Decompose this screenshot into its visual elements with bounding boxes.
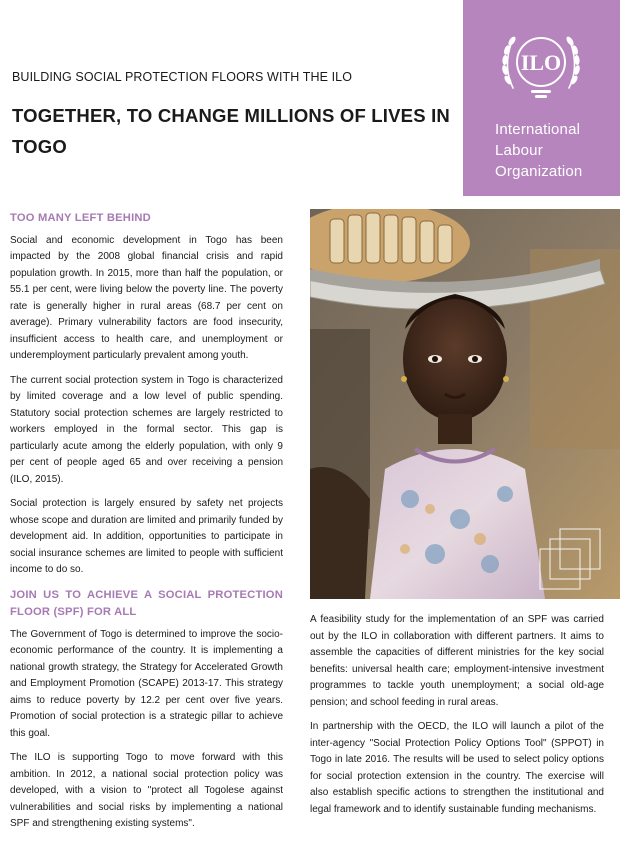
ilo-logo-text: ILO	[520, 50, 562, 75]
org-line-2: Labour	[495, 142, 543, 159]
section2-paragraph-1: The Government of Togo is determined to improve the socio-economic performance of the country. It is implementing a national growth strategy, the Strategy for Accelerated Growth and Employment Promotion (SCAPE) 2013-17. This strategy aims to reduce poverty by 12.2 per cent over five years. Promotion of social protection is a strategic pillar to achieve this goal.	[10, 628, 283, 739]
section2-paragraph-2: The ILO is supporting Togo to move forward with this ambition. In 2012, a national social protection policy was developed, with a vision to "protect all Togolese against vulnerabilities and social risks by implementing a national SPF and strengthening existing systems".	[10, 752, 283, 829]
right-column	[310, 612, 604, 826]
right-paragraph-1: A feasibility study for the implementation of an SPF was carried out by the ILO in collaboration with different partners. It aims to assemble the capacities of different ministries for the key social benefits: universal health care; employment-intensive investment programmes to tackle youth unemployment; a social old-age pension; and school feeding in rural areas.	[310, 614, 604, 708]
section1-paragraph-2: The current social protection system in Togo is characterized by limited coverage and a low level of public spending. Statutory social protection schemes are largely restricted to workers employed in the formal sector. This gap is particularly acute among the elderly population, with only 9 per cent of people aged 65 and over receiving a pension (ILO, 2015).	[10, 374, 283, 485]
ilo-logo-icon	[493, 18, 589, 114]
org-line-1: International	[495, 121, 581, 138]
section1-paragraph-1: Social and economic development in Togo has been impacted by the 2008 global financial crisis and rapid population growth. In 2015, more than half the population, or 55.1 per cent, were living below the poverty line. The poverty rate is generally higher in rural areas (68.7 per cent on average). Primary vulnerability factors are food insecurity, insufficient access to health care, and unemployment or underemployment particularly prevalent among youth.	[10, 234, 283, 361]
document-kicker: BUILDING SOCIAL PROTECTION FLOORS WITH THE ILO	[12, 70, 353, 84]
ilo-brand-panel	[463, 0, 620, 196]
left-column	[10, 210, 283, 841]
section1-paragraph-3: Social protection is largely ensured by safety net projects whose scope and duration are limited and primarily funded by development aid. In addition, opportunities to participate in social insurance schemes are limited to people with sufficient income to do so.	[10, 498, 283, 575]
girl-carrying-basin-photo	[310, 209, 620, 599]
org-line-3: Organization	[495, 163, 583, 180]
organization-name	[495, 119, 582, 182]
section-heading-join-us: JOIN US TO ACHIEVE A SOCIAL PROTECTION FLOOR (SPF) FOR ALL	[10, 588, 283, 618]
photo-illustration	[310, 209, 620, 599]
section-heading-too-many-left-behind: TOO MANY LEFT BEHIND	[10, 212, 151, 224]
document-title: TOGETHER, TO CHANGE MILLIONS OF LIVES IN TOGO	[12, 105, 450, 157]
right-paragraph-2: In partnership with the OECD, the ILO will launch a pilot of the inter-agency "Social Protection Policy Options Tool" (SPPOT) in Togo in late 2016. The results will be used to select policy options for social protection extension in the country. The exercise will also establish specific actions to strengthen the institutional and legal framework and to identify sustainable funding mechanisms.	[310, 721, 604, 815]
